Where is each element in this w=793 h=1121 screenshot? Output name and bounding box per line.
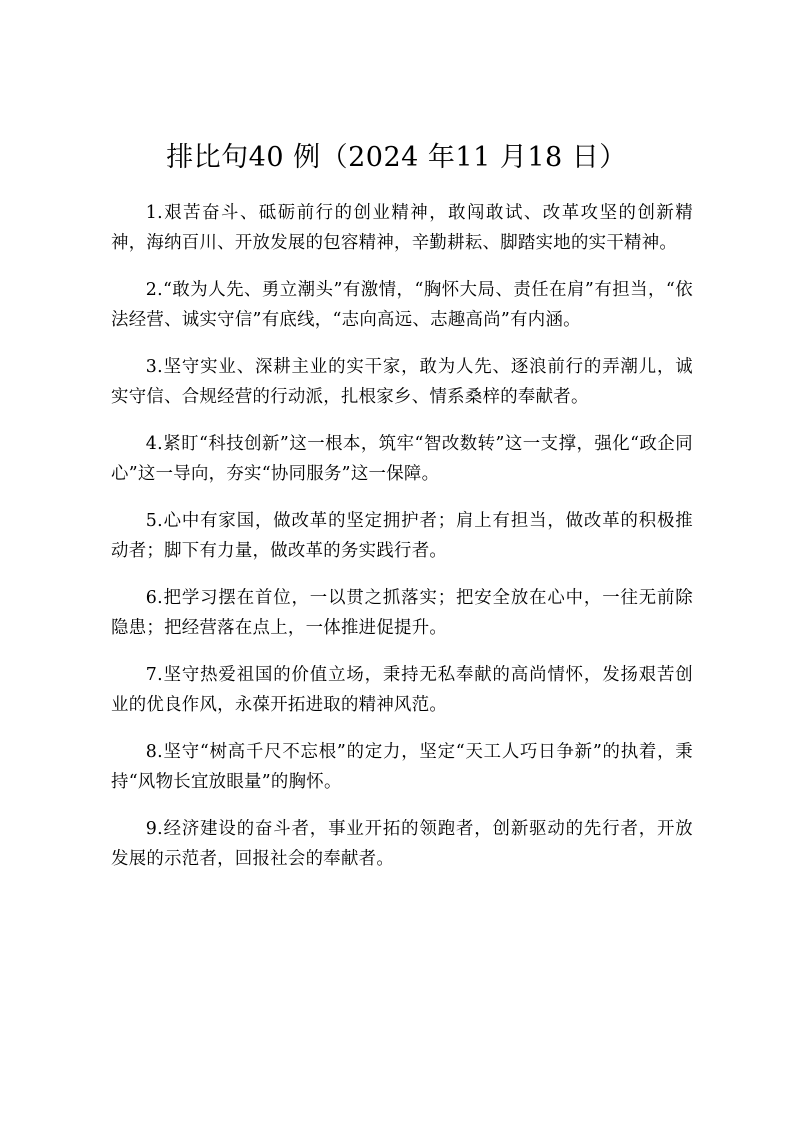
- item-number: 3.: [145, 357, 163, 377]
- item-text: 坚守“树高千尺不忘根”的定力，坚定“天工人巧日争新”的执着，秉持“风物长宜放眼量”的胸怀。: [111, 742, 693, 792]
- item-text: 坚守实业、深耕主业的实干家，敢为人先、逐浪前行的弄潮儿，诚实守信、合规经营的行动派，扎根家乡、情系桑梓的奉献者。: [111, 357, 693, 407]
- list-item: [111, 429, 693, 489]
- list-item: [111, 352, 693, 412]
- item-number: 9.: [145, 819, 163, 839]
- item-text: 艰苦奋斗、砥砺前行的创业精神，敢闯敢试、改革攻坚的创新精神，海纳百川、开放发展的包容精神，辛勤耕耘、脚踏实地的实干精神。: [111, 203, 693, 253]
- item-text: 紧盯“科技创新”这一根本，筑牢“智改数转”这一支撑，强化“政企同心”这一导向，夯实“协同服务”这一保障。: [111, 434, 693, 484]
- item-text: 坚守热爱祖国的价值立场，秉持无私奉献的高尚情怀，发扬艰苦创业的优良作风，永葆开拓进取的精神风范。: [111, 665, 693, 715]
- item-number: 2.: [145, 280, 163, 300]
- document-body: [111, 198, 693, 891]
- item-number: 6.: [145, 588, 163, 608]
- item-text: 把学习摆在首位，一以贯之抓落实；把安全放在心中，一往无前除隐患；把经营落在点上，一体推进促提升。: [111, 588, 693, 638]
- list-item: [111, 814, 693, 874]
- item-text: 经济建设的奋斗者，事业开拓的领跑者，创新驱动的先行者，开放发展的示范者，回报社会的奉献者。: [111, 819, 693, 869]
- list-item: [111, 737, 693, 797]
- list-item: [111, 506, 693, 566]
- list-item: [111, 198, 693, 258]
- item-number: 7.: [145, 665, 163, 685]
- list-item: [111, 275, 693, 335]
- item-number: 8.: [145, 742, 163, 762]
- item-text: “敢为人先、勇立潮头”有激情，“胸怀大局、责任在肩”有担当，“依法经营、诚实守信”有底线，“志向高远、志趣高尚”有内涵。: [111, 280, 693, 330]
- item-number: 5.: [145, 511, 163, 531]
- item-text: 心中有家国，做改革的坚定拥护者；肩上有担当，做改革的积极推动者；脚下有力量，做改革的务实践行者。: [111, 511, 693, 561]
- page-title: 排比句40 例（2024 年11 月18 日）: [166, 142, 627, 173]
- list-item: [111, 660, 693, 720]
- item-number: 4.: [145, 434, 163, 454]
- item-number: 1.: [145, 203, 163, 223]
- list-item: [111, 583, 693, 643]
